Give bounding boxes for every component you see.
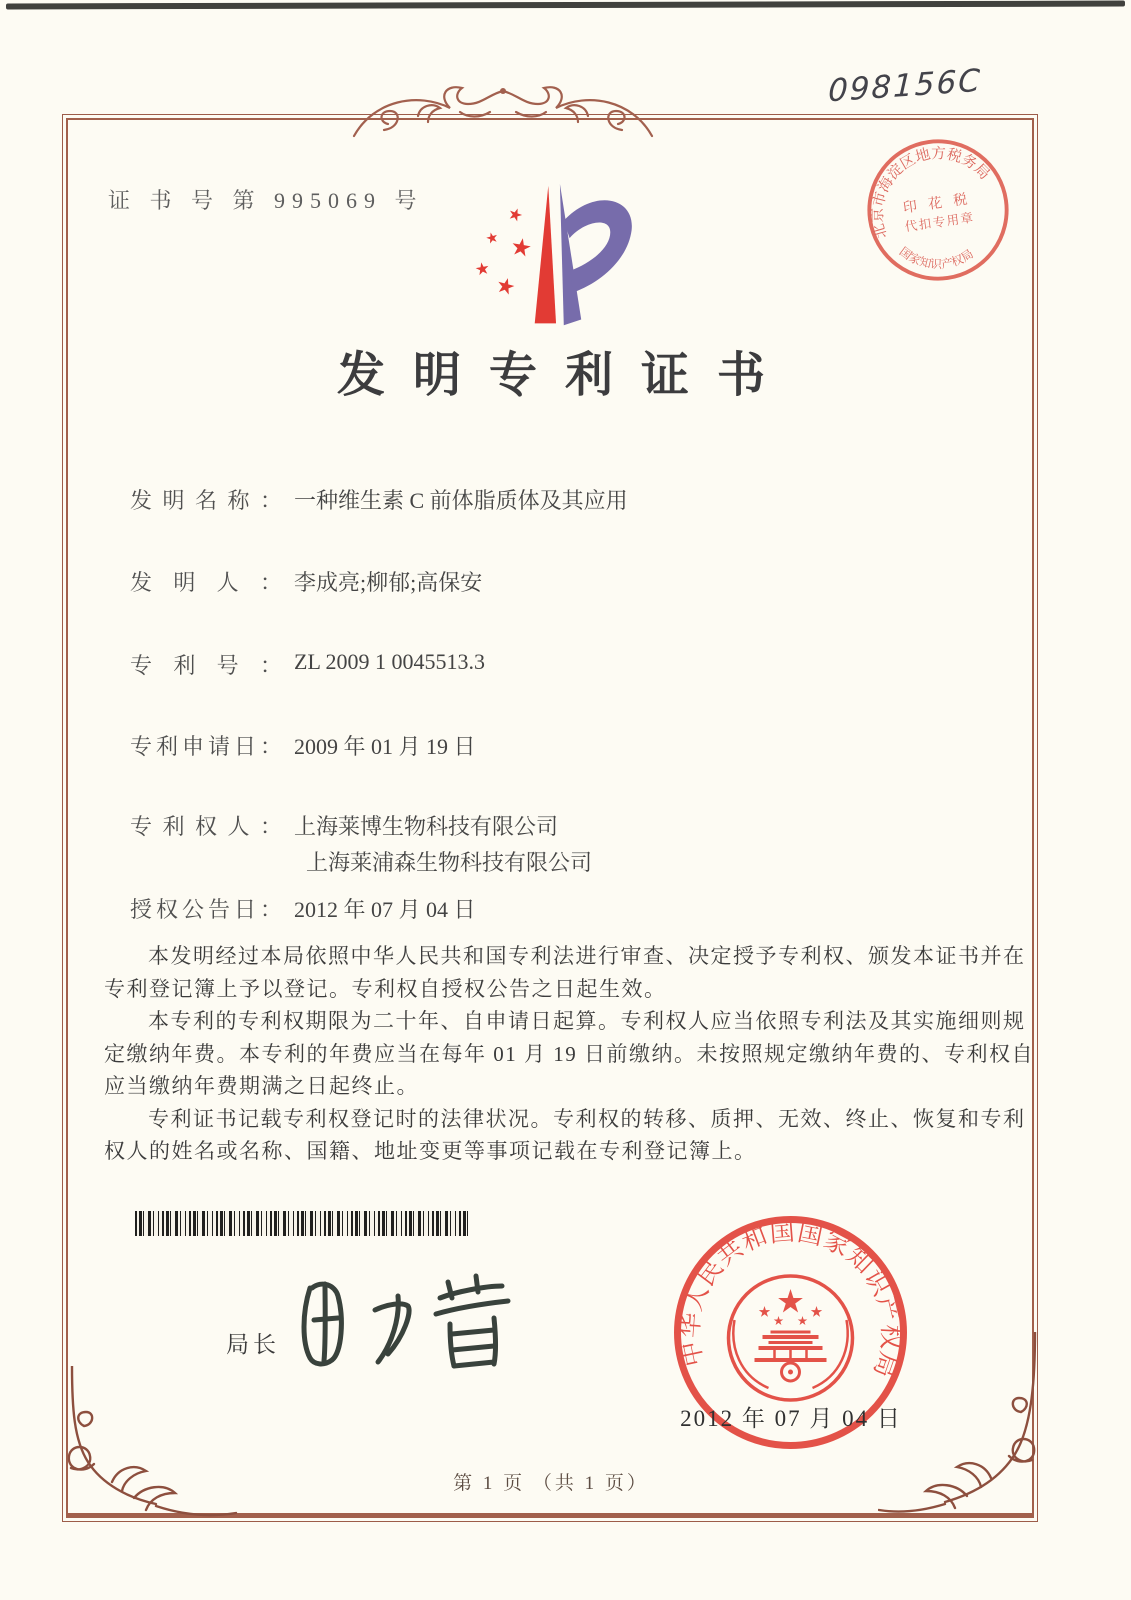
field-value: 2012 年 07 月 04 日	[294, 897, 476, 922]
field-label: 专利号：	[130, 653, 282, 678]
scan-edge-artifact	[6, 1, 1125, 10]
field-filing-date	[130, 730, 476, 761]
field-invention-name	[130, 484, 628, 515]
sipo-logo-icon	[452, 178, 662, 333]
commissioner-label: 局长	[226, 1332, 280, 1357]
field-value-line2: 上海莱浦森生物科技有限公司	[306, 850, 593, 875]
certificate-title: 发明专利证书	[336, 349, 793, 402]
handwritten-code: 098156C	[827, 62, 983, 110]
field-label: 发明名称：	[130, 488, 282, 513]
field-value: ZL 2009 1 0045513.3	[294, 649, 486, 674]
field-label: 专利申请日：	[130, 734, 282, 759]
tax-stamp-center-line1: 印 花 税	[902, 191, 973, 217]
legal-paragraph-2: 本专利的专利权期限为二十年、自申请日起算。专利权人应当依照专利法及其实施细则规定缴纳年费。本专利的年费应当在每年 01 月 19 日前缴纳。未按照规定缴纳年费的、专利权自应当缴纳年费期满之日起终止。	[104, 1009, 1034, 1098]
legal-paragraph-3: 专利证书记载专利权登记时的法律状况。专利权的转移、质押、无效、终止、恢复和专利权人的姓名或名称、国籍、地址变更等事项记载在专利登记簿上。	[104, 1106, 1026, 1163]
field-value: 李成亮;柳郁;高保安	[294, 570, 483, 595]
field-label: 授权公告日：	[130, 897, 282, 922]
field-grant-date	[130, 893, 476, 924]
certificate-number: 证 书 号 第 995069 号	[108, 188, 424, 213]
tax-stamp-center-line2: 代扣专用章	[904, 210, 976, 235]
commissioner-autograph	[280, 1258, 515, 1393]
barcode	[135, 1211, 468, 1236]
field-label: 发明人：	[130, 570, 282, 595]
field-value: 2009 年 01 月 19 日	[294, 734, 476, 759]
field-patentee	[130, 810, 593, 875]
field-value: 一种维生素 C 前体脂质体及其应用	[294, 488, 628, 513]
page-footer: 第 1 页 （共 1 页）	[453, 1473, 649, 1494]
legal-paragraph-1: 本发明经过本局依照中华人民共和国专利法进行审查、决定授予专利权、颁发本证书并在专利登记簿上予以登记。专利权自授权公告之日起生效。	[104, 944, 1026, 1001]
field-label: 专利权人：	[130, 814, 282, 839]
seal-date: 2012 年 07 月 04 日	[680, 1406, 902, 1431]
tax-stamp-arc-top: 北京市海淀区地方税务局	[870, 146, 993, 241]
tax-stamp	[850, 122, 1026, 298]
dragon-flourish-ornament	[348, 78, 658, 150]
tax-stamp-arc-bottom: 国家知识产权局	[896, 245, 976, 272]
legal-body-text	[104, 940, 1040, 1168]
field-value: 上海莱博生物科技有限公司	[294, 814, 559, 839]
seal-arc-text: 中华人民共和国国家知识产权局	[676, 1218, 904, 1382]
field-inventors	[130, 566, 482, 597]
national-emblem-icon	[729, 1276, 853, 1400]
field-patent-number	[130, 649, 485, 680]
